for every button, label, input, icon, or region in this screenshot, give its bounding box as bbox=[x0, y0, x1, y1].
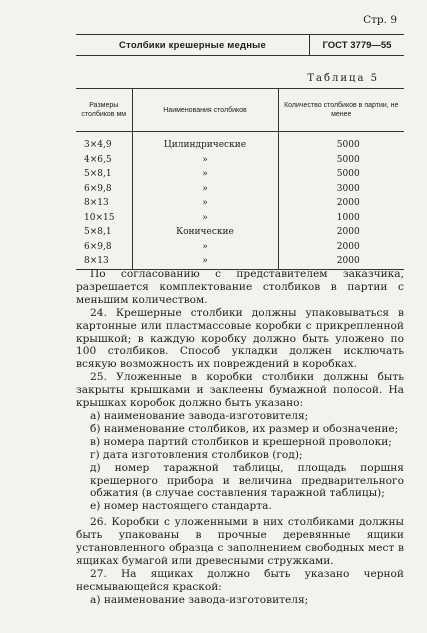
cell-name: » bbox=[132, 240, 278, 255]
list-item-27a: а) наименование завода-изготовителя; bbox=[90, 593, 309, 606]
cell-qty: 5000 bbox=[336, 140, 360, 151]
table-header-row bbox=[76, 89, 404, 132]
cell-qty: 5000 bbox=[336, 169, 360, 180]
cell-size: 6×9,8 bbox=[84, 241, 112, 252]
table-row bbox=[76, 254, 404, 269]
header-gost-number: ГОСТ 3779—55 bbox=[309, 35, 404, 55]
list-item-25a: а) наименование завода-изготовителя; bbox=[90, 409, 309, 422]
paragraph-25: 25. Уложенные в коробки столбики должны быть закрыты крышками и заклеены бумажной полосой. На крышках коробок должно быть указано: bbox=[76, 371, 404, 410]
cell-size: 4×6,5 bbox=[84, 154, 112, 165]
list-item-25e: д) номер таражной таблицы, площадь поршня крешерного прибора и величина предварительного обжатия (в случае составления таражной таблицы); bbox=[90, 461, 404, 500]
cell-size: 8×13 bbox=[84, 198, 109, 209]
column-header-name: Наименования столбиков bbox=[132, 89, 278, 132]
list-item-25b: б) наименование столбиков, их размер и обозначение; bbox=[90, 422, 399, 435]
table-row bbox=[76, 196, 404, 211]
table-5 bbox=[76, 88, 404, 270]
cell-size: 5×8,1 bbox=[84, 227, 112, 238]
list-item-25d: г) дата изготовления столбиков (год); bbox=[90, 448, 303, 461]
cell-size: 6×9,8 bbox=[84, 183, 112, 194]
cell-name: » bbox=[132, 167, 278, 182]
cell-qty: 2000 bbox=[336, 198, 360, 209]
paragraph-24: 24. Крешерные столбики должны упаковываться в картонные или пластмассовые коробки с прикрепленной крышкой; в каждую коробку должно быть уложено по 100 столбиков. Способ укладки должен исключать всякую возможность их повреждений в коробках. bbox=[76, 306, 404, 371]
cell-name: Конические bbox=[132, 225, 278, 240]
cell-qty: 2000 bbox=[336, 227, 360, 238]
paragraph-26: 26. Коробки с уложенными в них столбиками должны быть упакованы в прочные деревянные ящики установленного образца с заполнением свободных мест в ящиках бумагой или древесными стружками. bbox=[76, 516, 404, 567]
table-row bbox=[76, 211, 404, 226]
table-row bbox=[76, 132, 404, 153]
cell-size: 5×8,1 bbox=[84, 169, 112, 180]
table-row bbox=[76, 182, 404, 197]
running-header bbox=[76, 34, 404, 56]
table-body bbox=[76, 132, 404, 270]
cell-name: » bbox=[132, 211, 278, 226]
paragraph-27: 27. На ящиках должно быть указано черной несмывающейся краской: bbox=[76, 567, 404, 593]
list-item-25c: в) номера партий столбиков и крешерной проволоки; bbox=[90, 435, 392, 448]
body-text bbox=[76, 268, 404, 607]
cell-qty: 2000 bbox=[278, 254, 404, 269]
table-caption: Таблица 5 bbox=[307, 73, 379, 84]
column-header-size: Размеры столбиков мм bbox=[76, 89, 132, 132]
list-item-25f: е) номер настоящего стандарта. bbox=[90, 500, 272, 513]
table-row bbox=[76, 225, 404, 240]
cell-name: » bbox=[132, 254, 278, 269]
cell-size: 8×13 bbox=[76, 254, 132, 269]
cell-size: 10×15 bbox=[84, 212, 115, 223]
table-row bbox=[76, 153, 404, 168]
cell-qty: 3000 bbox=[336, 183, 360, 194]
table-row bbox=[76, 167, 404, 182]
cell-qty: 1000 bbox=[336, 212, 360, 223]
cell-qty: 5000 bbox=[336, 154, 360, 165]
paragraph-agreement: По согласованию с представителем заказчика, разрешается комплектование столбиков в партии с меньшим количеством. bbox=[76, 268, 404, 306]
cell-name: » bbox=[132, 153, 278, 168]
cell-qty: 2000 bbox=[336, 241, 360, 252]
cell-size: 3×4,9 bbox=[84, 140, 112, 151]
cell-name: » bbox=[132, 182, 278, 197]
column-header-qty: Количество столбиков в партии, не менее bbox=[278, 89, 404, 132]
cell-name: Цилиндрические bbox=[132, 132, 278, 153]
page-number: Стр. 9 bbox=[363, 14, 397, 26]
header-title: Столбики крешерные медные bbox=[119, 39, 266, 51]
cell-name: » bbox=[132, 196, 278, 211]
table-row bbox=[76, 240, 404, 255]
